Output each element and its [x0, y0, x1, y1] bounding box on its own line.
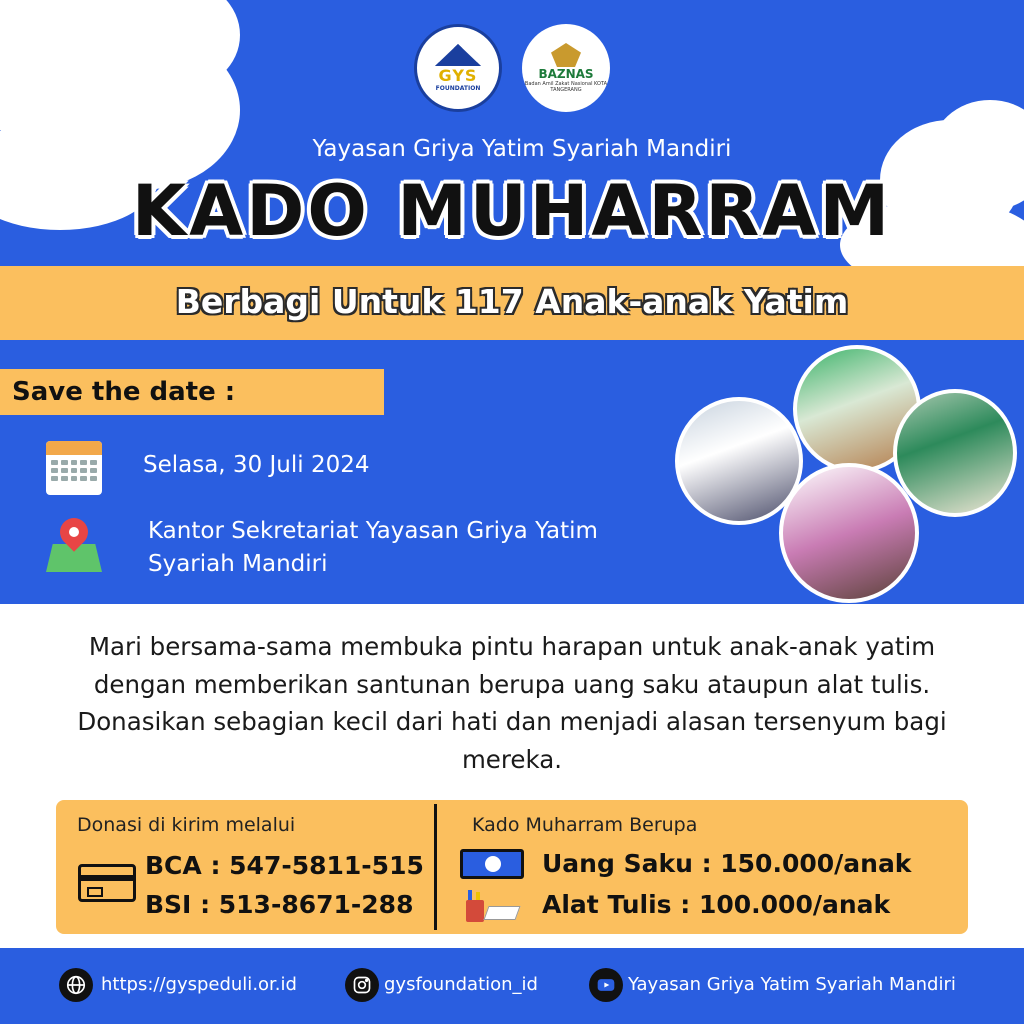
- gys-foundation-logo: [414, 24, 502, 112]
- map-pin-icon: [46, 518, 102, 572]
- logo-subtext: FOUNDATION: [435, 85, 481, 92]
- event-location: Kantor Sekretariat Yayasan Griya Yatim Syariah Mandiri: [148, 518, 598, 577]
- logo-text: GYS: [438, 66, 478, 85]
- subtitle-text: Berbagi Untuk 117 Anak-anak Yatim: [175, 282, 849, 321]
- bca-account: BCA : 547-5811-515: [145, 851, 424, 880]
- instagram-icon: [345, 968, 379, 1002]
- stationery-icon: [464, 890, 520, 920]
- baznas-logo: [522, 24, 610, 112]
- organization-name: Yayasan Griya Yatim Syariah Mandiri: [312, 136, 732, 162]
- youtube-link[interactable]: Yayasan Griya Yatim Syariah Mandiri: [628, 974, 956, 995]
- garuda-icon: [551, 43, 581, 67]
- gift-label: Kado Muharram Berupa: [472, 814, 698, 836]
- money-icon: [460, 849, 524, 879]
- uang-saku-amount: Uang Saku : 150.000/anak: [542, 849, 912, 878]
- donation-label: Donasi di kirim melalui: [77, 814, 296, 836]
- globe-icon: [59, 968, 93, 1002]
- description-paragraph: Mari bersama-sama membuka pintu harapan untuk anak-anak yatim dengan memberikan santunan berupa uang saku ataupun alat tulis. Donasikan sebagian kecil dari hati dan menjadi alasan tersenyum bagi mereka.: [77, 632, 947, 774]
- instagram-link[interactable]: gysfoundation_id: [384, 974, 538, 995]
- logo-subtext: Badan Amil Zakat Nasional KOTA TANGERANG: [524, 81, 608, 93]
- page-title: KADO MUHARRAM: [131, 170, 893, 252]
- house-icon: [435, 44, 481, 66]
- alat-tulis-amount: Alat Tulis : 100.000/anak: [542, 890, 891, 919]
- calendar-icon: [46, 441, 102, 495]
- website-link[interactable]: https://gyspeduli.or.id: [101, 974, 297, 995]
- bsi-account: BSI : 513-8671-288: [145, 890, 414, 919]
- logo-text: BAZNAS: [538, 67, 594, 81]
- photo-circle: [893, 389, 1017, 517]
- photo-circle: [779, 463, 919, 603]
- divider: [434, 804, 437, 930]
- event-date: Selasa, 30 Juli 2024: [143, 452, 370, 478]
- youtube-icon: [589, 968, 623, 1002]
- photo-collage: [675, 345, 1020, 604]
- save-the-date-label: Save the date :: [0, 369, 384, 415]
- credit-card-icon: [78, 864, 136, 902]
